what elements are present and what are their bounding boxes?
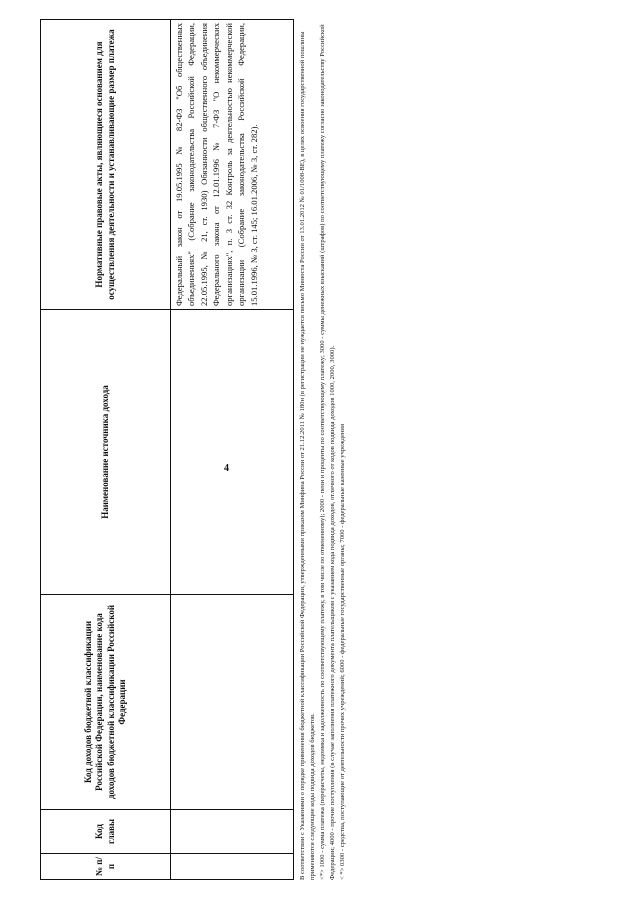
table-row xyxy=(171,20,294,880)
rotated-page-content xyxy=(40,20,346,880)
cell-row-number xyxy=(171,854,294,880)
cell-budget-code xyxy=(171,595,294,810)
footnotes xyxy=(298,20,347,880)
footnote-2: < *> 0300 - средства, поступающие от деятельности прочих учреждений; 6000 - федеральные государственные органы; 7000 - федеральные казенные учреждения xyxy=(338,424,346,880)
footnote-1: <*> 1000 - сумма платежа (перерасчеты, недоимка и задолженность по соответствующему платежу, в том числе по отмененному); 2000 - пени и проценты по соответствующему платежу; 3000 - суммы денежных взысканий (штрафов) по соответствующему платежу согласно законодательству Российской Федерации; 4000 - прочие поступления (в случае заполнения платежного документа плательщиком с указанием кода подвида доходов, отличного от кодов подвида доходов 1000, 2000, 3000). xyxy=(318,24,336,880)
revenue-sources-table xyxy=(40,19,294,880)
cell-legal-acts: Федеральный закон от 19.05.1995 № 82-ФЗ "Об общественных объединениях" (Собрание законодательства Российской Федерации, 22.05.1995, № 21, ст. 1930) Обязанности общественного объединения Федерального закона от 12.01.1996 № 7-ФЗ "О некоммерческих организациях", п. 3 ст. 32 Контроль за деятельностью некоммерческой организации (Собрание законодательства Российской Федерации, 15.01.1996, № 3, ст. 145; 16.01.2006, № 3, ст. 282). xyxy=(171,20,294,310)
header-legal-acts: Нормативные правовые акты, являющиеся основанием для осуществления деятельности и устанавливающие размер платежа xyxy=(41,20,171,310)
header-row-number: № п/п xyxy=(41,854,171,880)
page-number: 4 xyxy=(224,463,229,474)
header-budget-code: Код доходов бюджетной классификации Российской Федерации, наименование кода доходов бюджетной классификации Российской Федерации xyxy=(41,595,171,810)
footnote-intro: В соответствии с Указаниями о порядке применения бюджетной классификации Российской Федерации, утвержденными приказом Минфина России от 21.12.2011 № 180н (в регистрации не нуждается письмо Минюста России от 13.01.2012 № 01/1008-ВЕ), в целях освоения государственной пошлины применяются следующие коды подвида доходов бюджетов. xyxy=(299,31,316,880)
cell-income-source xyxy=(171,310,294,595)
table-header-row xyxy=(41,20,171,880)
cell-chapter-code xyxy=(171,810,294,854)
header-chapter-code: Код главы xyxy=(41,810,171,854)
header-income-source: Наименование источника дохода xyxy=(41,310,171,595)
